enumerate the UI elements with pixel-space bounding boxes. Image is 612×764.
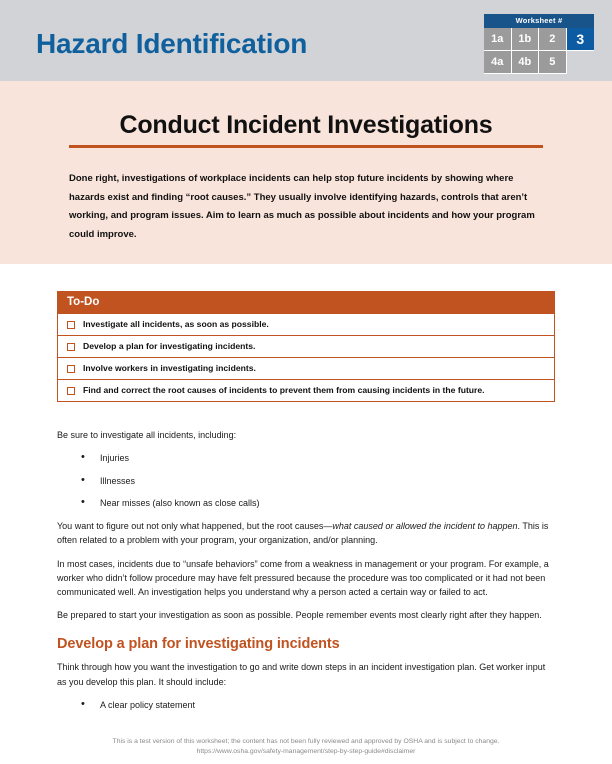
footer-disclaimer	[0, 737, 612, 757]
worksheet-cell-4a[interactable]: 4a	[484, 51, 512, 74]
body-paragraph-root-causes	[57, 519, 555, 547]
body-intro-line: Be sure to investigate all incidents, including:	[57, 430, 237, 440]
worksheet-cell-2[interactable]: 2	[539, 28, 567, 51]
title-divider-rule	[69, 145, 543, 148]
checkbox-icon[interactable]	[67, 343, 75, 351]
plan-includes-list	[57, 698, 555, 712]
document-title: Conduct Incident Investigations	[119, 111, 493, 139]
worksheet-number-grid	[484, 14, 594, 74]
todo-header-label: To-Do	[58, 292, 554, 313]
list-item: • A clear policy statement	[57, 698, 555, 712]
footer-line-2[interactable]: https://www.osha.gov/safety-management/step-by-step-guide#disclaimer	[196, 748, 416, 755]
list-item: • Near misses (also known as close calls)	[57, 496, 555, 510]
main-content	[57, 428, 555, 721]
worksheet-cell-empty	[567, 51, 595, 74]
paragraph-text-before: You want to figure out not only what happened, but the root causes—	[57, 521, 333, 532]
page-title: Hazard Identification	[36, 28, 308, 59]
paragraph-text-after: . This is often related to a problem with your program, your organization, and/or planning.	[57, 521, 549, 546]
worksheet-cell-1a[interactable]: 1a	[484, 28, 512, 51]
worksheet-cell-1b[interactable]: 1b	[512, 28, 540, 51]
todo-item-label: Involve workers in investigating incidents.	[83, 363, 256, 373]
intro-paragraph: Done right, investigations of workplace incidents can help stop future incidents by showing where hazards exist and finding “root causes.” They usually involve identifying hazards, controls that aren’t working, and program issues. Aim to learn as much as possible about incidents and how your program could improve.	[69, 173, 535, 240]
worksheet-grid-header: Worksheet #	[484, 14, 594, 28]
worksheet-cell-5[interactable]: 5	[539, 51, 567, 74]
body-paragraph-unsafe-behaviors: In most cases, incidents due to “unsafe behaviors” come from a weakness in management or your program. For example, a worker who didn’t follow procedure may have felt pressured because the procedure was too complicated or it had not been communicated well. An investigation helps you understand why a person acted a certain way or failed to act.	[57, 558, 549, 598]
incident-types-list	[57, 451, 555, 510]
todo-item[interactable]	[58, 379, 554, 401]
checkbox-icon[interactable]	[67, 387, 75, 395]
section-heading-develop-plan: Develop a plan for investigating incidents	[57, 636, 340, 653]
todo-item-label: Find and correct the root causes of incidents to prevent them from causing incidents in the future.	[83, 385, 485, 395]
worksheet-grid-row-2	[484, 51, 594, 74]
todo-item[interactable]	[58, 357, 554, 379]
todo-item-label: Develop a plan for investigating incidents.	[83, 341, 256, 351]
worksheet-cell-4b[interactable]: 4b	[512, 51, 540, 74]
checkbox-icon[interactable]	[67, 365, 75, 373]
section-paragraph: Think through how you want the investigation to go and write down steps in an incident investigation plan. Get worker input as you develop this plan. It should include:	[57, 662, 546, 687]
todo-box	[57, 291, 555, 402]
paragraph-text-italic: what caused or allowed the incident to happen	[332, 521, 518, 532]
footer-line-1: This is a test version of this worksheet; the content has not been fully reviewed and approved by OSHA and is subject to change.	[112, 738, 500, 745]
body-paragraph-be-prepared: Be prepared to start your investigation as soon as possible. People remember events most clearly right after they happen.	[57, 610, 542, 621]
checkbox-icon[interactable]	[67, 321, 75, 329]
list-item: • Illnesses	[57, 474, 555, 488]
list-item: • Injuries	[57, 451, 555, 465]
todo-item[interactable]	[58, 335, 554, 357]
worksheet-cell-3-active[interactable]: 3	[567, 28, 595, 51]
todo-item[interactable]	[58, 313, 554, 335]
todo-item-label: Investigate all incidents, as soon as possible.	[83, 319, 269, 329]
worksheet-grid-row-1	[484, 28, 594, 51]
